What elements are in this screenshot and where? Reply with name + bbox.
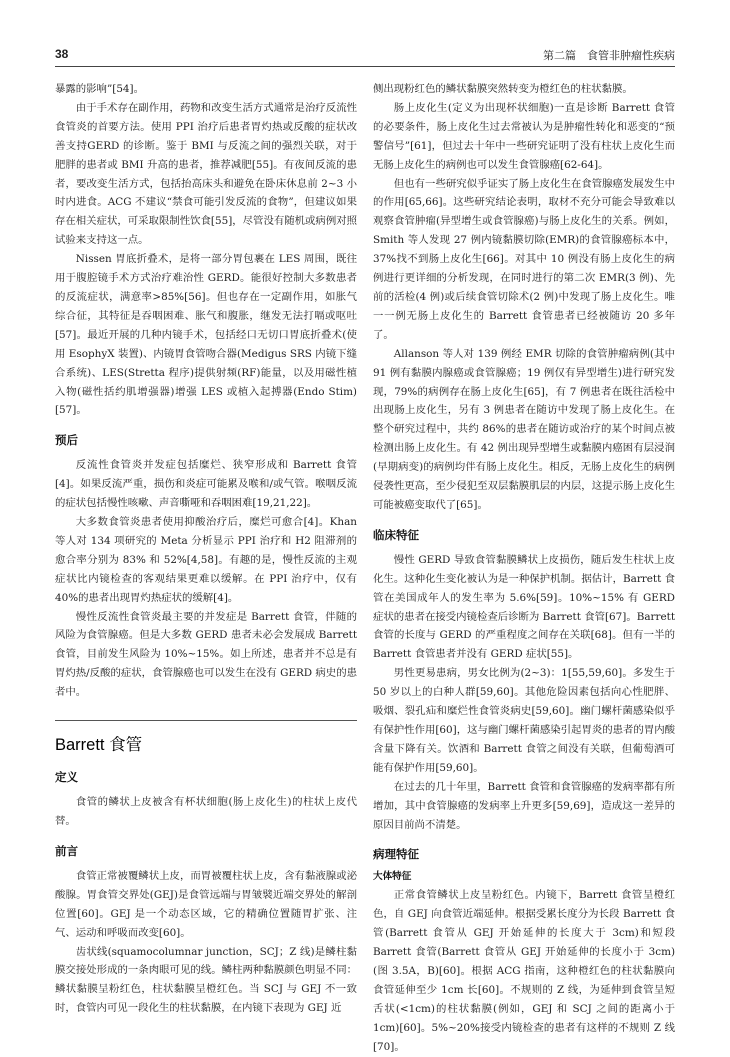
subheading-gross: 大体特征: [373, 871, 412, 883]
paragraph: 侧出现粉红色的鳞状黏膜突然转变为橙红色的柱状黏膜。: [373, 83, 633, 95]
section-heading-definition: 定义: [55, 770, 78, 785]
section-heading-pathology: 病理特征: [373, 847, 419, 862]
paragraph: 男性更易患病，男女比例为(2~3)：1[55,59,60]。多发生于 50 岁以上的白种人群[59,60]。其他危险因素包括向心性肥胖、吸烟、裂孔疝和糜烂性食管炎病史[59,60]。幽门螺杆菌感染似乎有保护性作用[60]，这与幽门螺杆菌感染引起胃炎的患者的胃内酸含量下降有关。饮酒和 Barrett 食管之间没有关联，但葡萄酒可能有保护作用[59,60]。: [373, 667, 675, 774]
paragraph: 反流性食管炎并发症包括糜烂、狭窄形成和 Barrett 食管[4]。如果反流严重，损伤和炎症可能累及喉和/或气管。喉咽反流的症状包括慢性咳嗽、声音嘶哑和吞咽困难[19,21,22]。: [55, 459, 357, 510]
paragraph: Allanson 等人对 139 例经 EMR 切除的食管肿瘤病例(其中 91 例有黏膜内腺癌或食管腺癌；19 例仅有异型增生)进行研究发现，79%的病例存在肠上皮化生[65]，有 7 例患者在既往活检中出现肠上皮化生，另有 3 例患者在随访中发现了肠上皮化生。在整个研究过程中，共约 86%的患者在随访或治疗的某个时间点被检测出肠上皮化生。有 42 例出现异型增生或黏膜内癌困有层浸润(早期病变)的病例均伴有肠上皮化生。相反，无肠上皮化生的病例侵袭性更高，至少侵犯至双层黏膜肌层的内层，这提示肠上皮化生可能被癌变取代了[65]。: [373, 347, 675, 511]
paragraph: 暴露的影响”[54]。: [55, 83, 144, 95]
paragraph: 但也有一些研究似乎证实了肠上皮化生在食管腺癌发展发生中的作用[65,66]。这些研究结论表明，取材不充分可能会导致难以观察食管肿瘤(异型增生或食管腺癌)与肠上皮化生的关系。例如，Smith 等人发现 27 例内镜黏膜切除(EMR)的食管腺癌标本中，37%找不到肠上皮化生[66]。对其中 10 例没有肠上皮化生的病例进行更详细的分析发现，在同时进行的第二次 EMR(3 例)、先前的活检(4 例)或后续食管切除术(2 例)中发现了肠上皮化生。唯一一例无肠上皮化生的 Barrett 食管患者已经被随访 20 多年了。: [373, 177, 675, 341]
section-heading-clinical: 临床特征: [373, 527, 419, 542]
running-title: 第二篇 食管非肿瘤性疾病: [543, 49, 675, 62]
paragraph: 由于手术存在副作用，药物和改变生活方式通常是治疗反流性食管炎的首要方法。使用 PPI 治疗后患者胃灼热或反酸的症状改善支持GERD 的诊断。鉴于 BMI 与反流之间的强烈关联，对于肥胖的患者或 BMI 升高的患者，推荐减肥[55]。有夜间反流的患者，要改变生活方式，包括抬高床头和避免在卧床休息前 2~3 小时内进食。ACG 不建议“禁食可能引发反流的食物”，但建议如果存在相关症状，可采取限制性饮食[55]，尽管没有随机或病例对照试验来支持这一点。: [55, 101, 357, 247]
section-heading-prognosis: 预后: [55, 433, 78, 448]
paragraph: 食管的鳞状上皮被含有杯状细胞(肠上皮化生)的柱状上皮代替。: [55, 796, 357, 827]
barrett-section: [55, 720, 357, 1018]
paragraph: 齿状线(squamocolumnar junction，SCJ；Z 线)是鳞柱黏膜交接处形成的一条肉眼可见的线。鳞柱两种黏膜颜色明显不同：鳞状黏膜呈粉红色，柱状黏膜呈橙红色。当 SCJ 与 GEJ 不一致时，食管内可见一段化生的柱状黏膜，在内镜下表现为 GEJ 近: [55, 945, 357, 1015]
header-rule: [55, 66, 675, 67]
page-number: 38: [55, 47, 69, 61]
paragraph: 大多数食管炎患者使用抑酸治疗后，糜烂可愈合[4]。Khan 等人对 134 项研究的 Meta 分析显示 PPI 治疗和 H2 阻滞剂的愈合率分别为 83% 和 52%[4,58]。有趣的是，慢性反流的主观症状比内镜检查的客观结果更难以缓解。在 PPI 治疗中，仅有 40%的患者出现胃灼热症状的缓解[4]。: [55, 516, 357, 604]
paragraph: 慢性反流性食管炎最主要的并发症是 Barrett 食管，伴随的风险为食管腺癌。但是大多数 GERD 患者未必会发展成 Barrett 食管，目前发生风险为 10%~15%。如上所述，患者并不总是有胃灼热/反酸的症状，食管腺癌也可以发生在没有 GERD 病史的患者中。: [55, 610, 357, 699]
paragraph: 正常食管鳞状上皮呈粉红色。内镜下，Barrett 食管呈橙红色，自 GEJ 向食管近端延伸。根据受累长度分为长段 Barrett 食管(Barrett 食管从 GEJ 开始延伸的长度大于 3cm)和短段 Barrett 食管(Barrett 食管从 GEJ 开始延伸的长度小于 3cm)(图 3.5A，B)[60]。根据 ACG 指南，这种橙红色的柱状黏膜向食管延伸至少 1cm 长[60]。不规则的 Z 线，为延伸到食管呈短舌状(<1cm)的柱状黏膜(例如，GEJ 和 SCJ 之间的距离小于 1cm)[60]。5%~20%接受内镜检查的患者有这样的不规则 Z 线[70]。: [373, 889, 675, 1053]
paragraph: 肠上皮化生(定义为出现杯状细胞)一直是诊断 Barrett 食管的必要条件，肠上皮化生过去常被认为是肿瘤性转化和恶变的“预警信号”[61]，但过去十年中一些研究证明了没有柱状上皮化生而无肠上皮化生的病例也可以发生食管腺癌[62-64]。: [373, 101, 675, 171]
section-heading-introduction: 前言: [55, 843, 78, 858]
paragraph: 食管正常被覆鳞状上皮，而胃被覆柱状上皮，含有黏液腺或泌酸腺。胃食管交界处(GEJ)是食管远端与胃皱襞近端交界处的解剖位置[60]。GEJ 是一个动态区域，它的精确位置随胃扩张、注气、运动和呼吸而改变[60]。: [55, 869, 357, 939]
right-column: [373, 80, 675, 1057]
chapter-heading-barrett: Barrett 食管: [55, 736, 143, 755]
paragraph: 慢性 GERD 导致食管黏膜鳞状上皮损伤，随后发生柱状上皮化生。这种化生变化被认为是一种保护机制。据估计，Barrett 食管在美国成年人的发生率为 5.6%[59]。10%~15% 有 GERD 症状的患者在接受内镜检查后诊断为 Barrett 食管[67]。Barrett 食管的长度与 GERD 的严重程度之间存在关联[68]。但有一半的 Barrett 食管患者并没有 GERD 症状[55]。: [373, 553, 675, 661]
paragraph: Nissen 胃底折叠术，是将一部分胃包裹在 LES 周围，既往用于腹腔镜手术方式治疗难治性 GERD。能很好控制大多数患者的反流症状，满意率>85%[56]。但也存在一定副作用，如胀气综合征，其特征是吞咽困难、胀气和腹胀，继发无法打嗝或呕吐[57]。最近开展的几种内镜手术，包括经口无切口胃底折叠术(使用 EsophyX 装置)、内镜胃食管吻合器(Medigus SRS 内镜下缝合系统)、LES(Stretta 程序)提供射频(RF)能量，以及用磁性植入物(磁性括约肌增强器)增强 LES 或植入起搏器(Endo Stim)[57]。: [55, 253, 357, 417]
paragraph: 在过去的几十年里，Barrett 食管和食管腺癌的发病率都有所增加，其中食管腺癌的发病率上升更多[59,69]，造成这一差异的原因目前尚不清楚。: [373, 780, 675, 831]
left-column: [55, 80, 357, 1018]
